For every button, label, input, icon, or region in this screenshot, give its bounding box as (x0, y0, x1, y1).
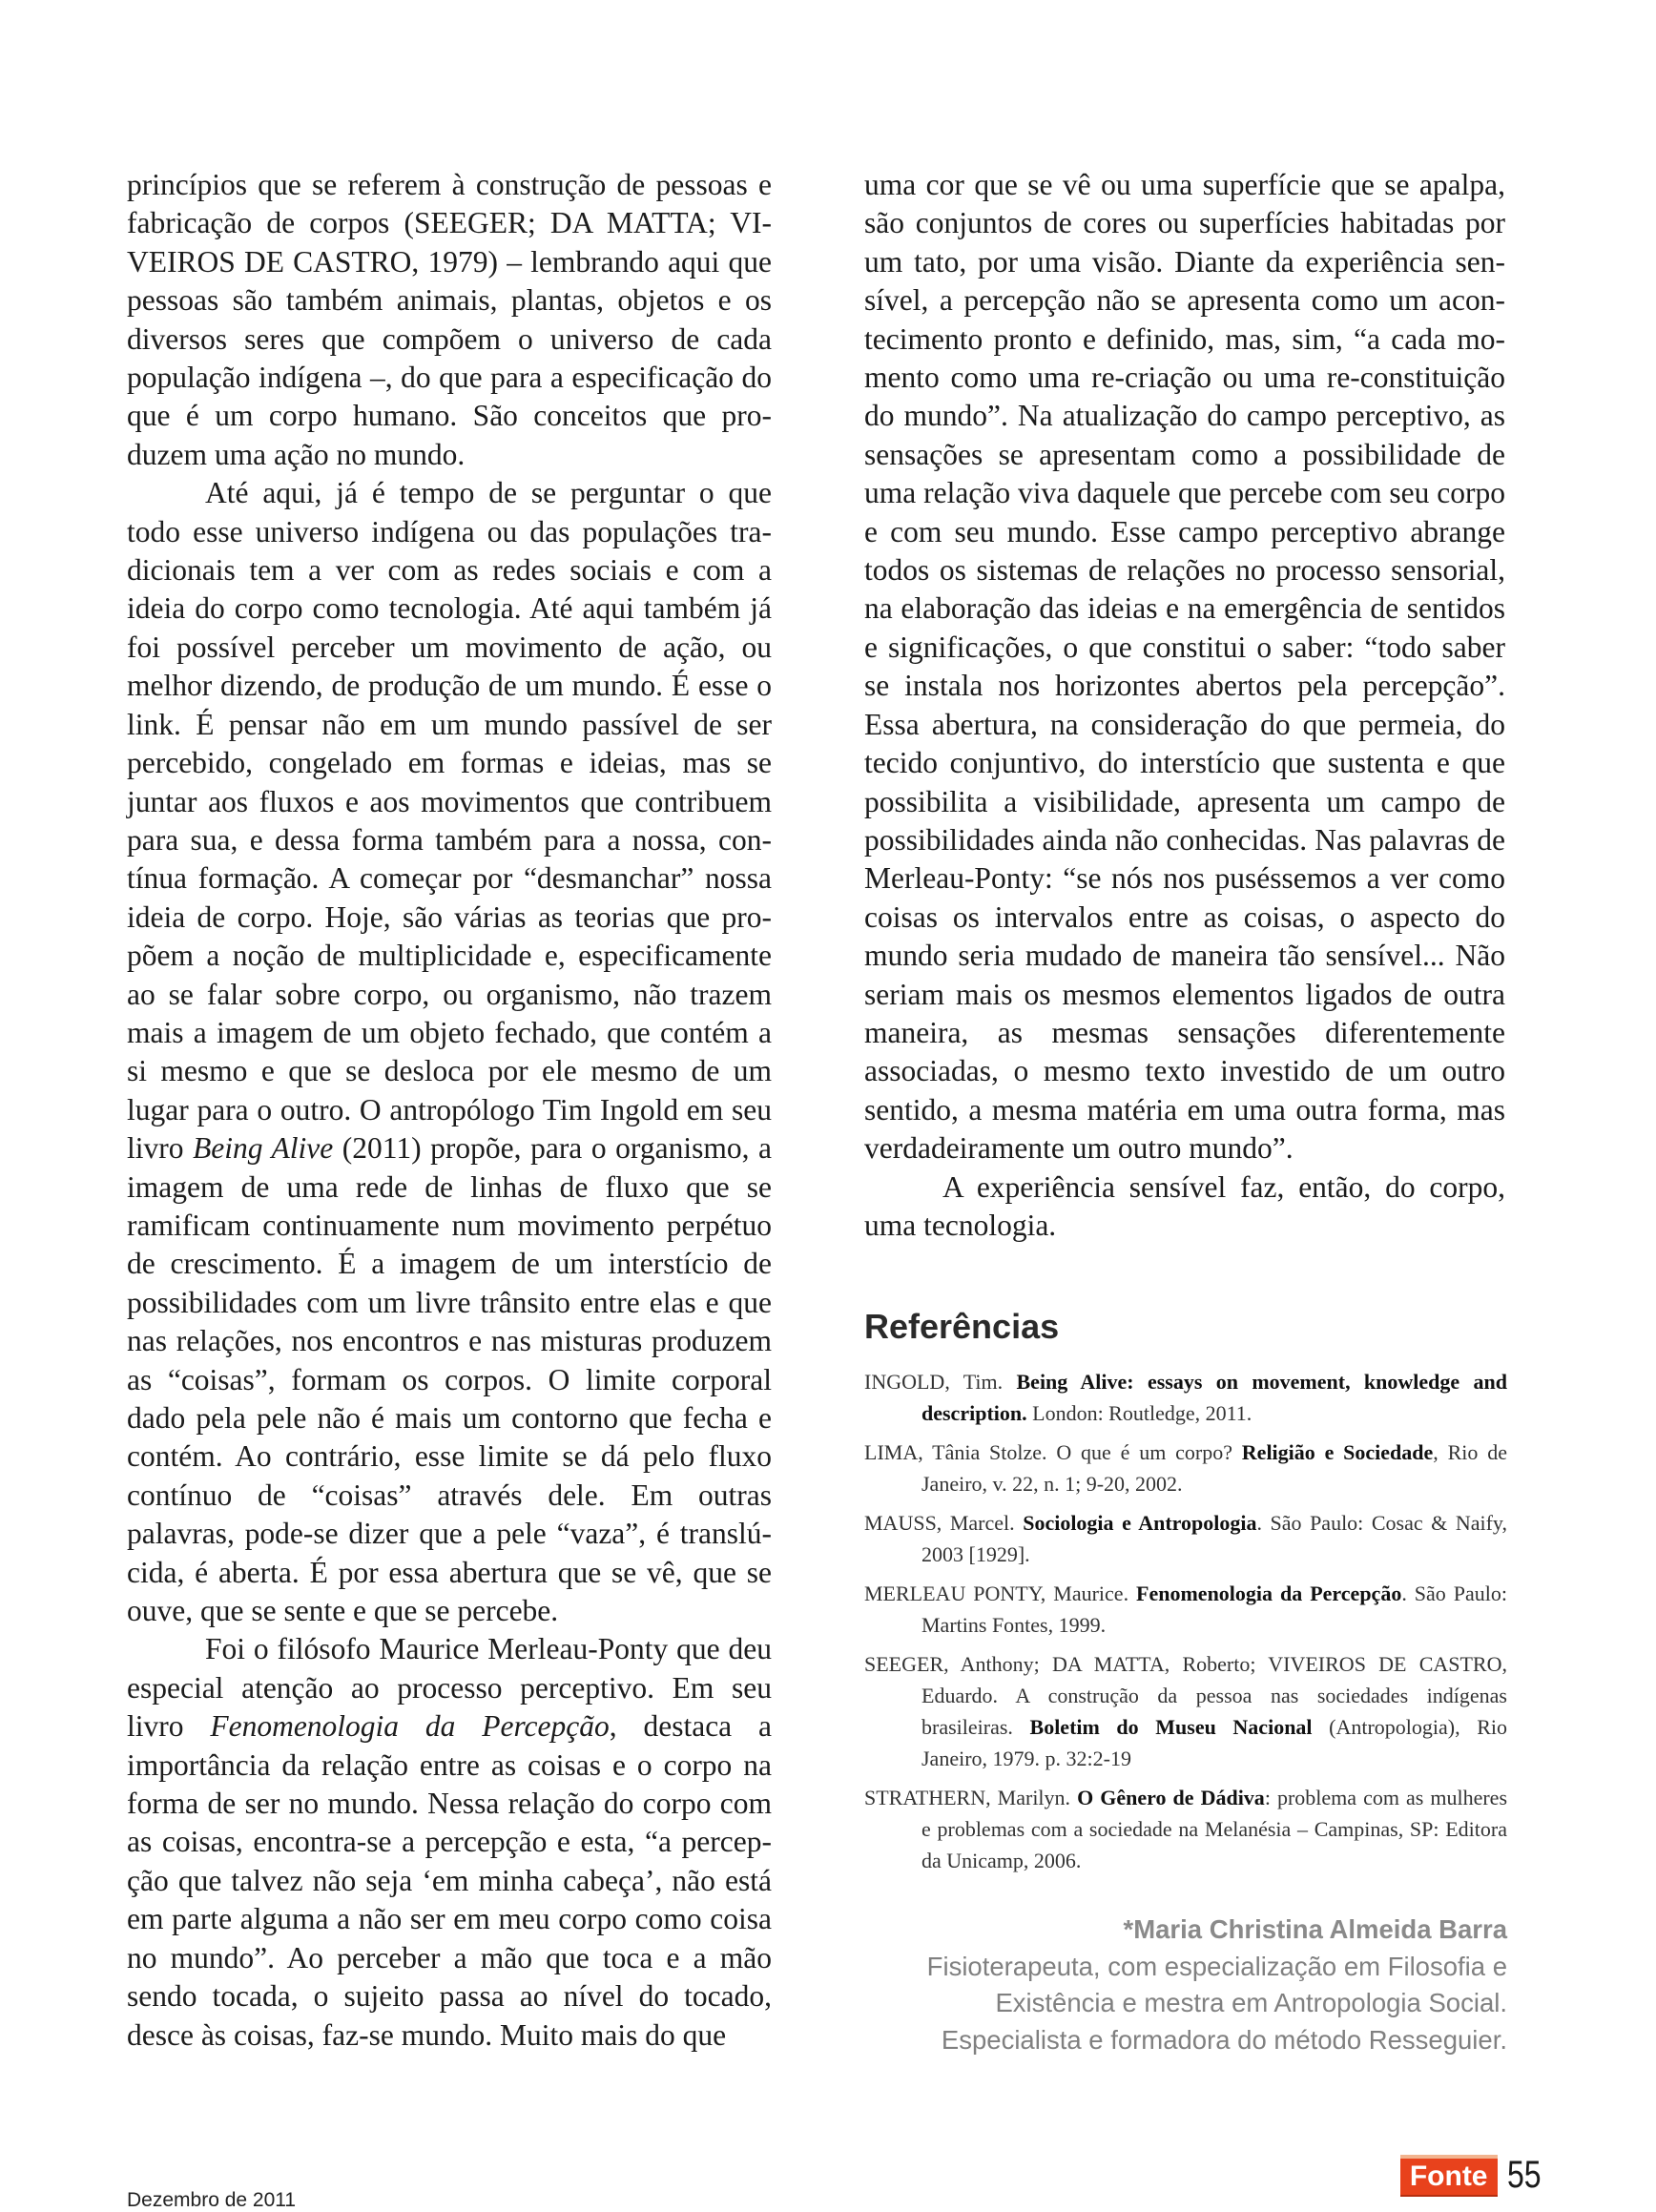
author-bio-line: Especialista e formadora do método Resseguier. (941, 2024, 1507, 2055)
ref-title: Religião e Sociedade (1241, 1440, 1434, 1464)
ref-title: Being Alive: essays on movement, knowledge and description. (921, 1370, 1507, 1425)
ref-title: Sociologia e Antropologia (1023, 1511, 1257, 1535)
reference-item (864, 1578, 1507, 1641)
reference-item (864, 1366, 1507, 1429)
references-title: Referências (864, 1307, 1060, 1346)
ref-text: . São Paulo: Cosac & Naify, 2003 [1929]. (921, 1511, 1507, 1566)
ref-text: , Rio de Janeiro, v. 22, n. 1; 9-20, 2002. (921, 1440, 1507, 1496)
ref-text: . São Paulo: Martins Fontes, 1999. (921, 1581, 1507, 1637)
reference-item (864, 1437, 1507, 1499)
book-title-italic: Being Alive (193, 1131, 334, 1166)
paragraph (127, 1630, 772, 2054)
paragraph: princípios que se referem à construção de pessoas e fabricação de corpos (SEEGER; DA MATTA; VIVEIROS DE CASTRO, 1979) – lembrando aqui que pessoas são também animais, plantas, objetos e os diversos seres que compõem o universo de cada população indígena –, do que para a especificação do que é um corpo humano. São conceitos que produzem uma ação no mundo. (127, 168, 772, 471)
author-bio-line: Existência e mestra em Antropologia Social. (995, 1988, 1507, 2017)
right-column (864, 166, 1505, 1245)
left-column (127, 166, 772, 2055)
reference-item (864, 1648, 1507, 1774)
reference-item (864, 1782, 1507, 1876)
book-title-italic: Fenomenologia da Percepção (210, 1709, 610, 1744)
paragraph: A experiência sensível faz, então, do corpo, uma tecnologia. (864, 1169, 1505, 1242)
footer-branding (1400, 2154, 1549, 2197)
text-run: Até aqui, já é tempo de se perguntar o que todo esse universo indígena ou das populações tradicionais tem a ver com as redes sociais e com a ideia do corpo como tecnologia. Até aqui também já foi possível perceber um movimento de ação, ou melhor dizendo, de produção de um mundo. É esse o link. É pensar não em um mundo passível de ser percebido, congelado em formas e ideias, mas se juntar aos fluxos e aos movimentos que contribuem para sua, e dessa forma também para a nossa, contínua formação. A começar por “desmanchar” nossa ideia de corpo. Hoje, são várias as teorias que propõem a noção de multiplicidade e, especificamente ao se falar sobre corpo, ou organismo, não trazem mais a imagem de um objeto fechado, que contém a si mesmo e que se desloca por ele mesmo de um lugar para o outro. O antropólogo Tim Ingold em seu livro (127, 476, 772, 1166)
paragraph (127, 474, 772, 1630)
ref-text: : problema com as mulheres e problemas com a sociedade na Melanésia – Campinas, SP: Editora da Unicamp, 2006. (921, 1786, 1508, 1872)
footer-date: Dezembro de 2011 (127, 2189, 297, 2211)
ref-text: MERLEAU PONTY, Maurice. (864, 1581, 1137, 1605)
page-number: 55 (1506, 2154, 1542, 2196)
paragraph: uma cor que se vê ou uma superfície que se apalpa, são conjuntos de cores ou superfícies habitadas por um tato, por uma visão. Diante da experiência sensível, a percepção não se apresenta como um acontecimento pronto e definido, mas, sim, “a cada momento como uma re-criação ou uma re-constituição do mundo”. Na atualização do campo perceptivo, as sensações se apresentam como a possibilidade de uma relação viva daquele que percebe com seu corpo e com seu mundo. Esse campo perceptivo abrange todos os sistemas de relações no processo sensorial, na elaboração das ideias e na emergência de sentidos e significações, o que constitui o saber: “todo saber se instala nos horizontes abertos pela percepção”. Essa abertura, na consideração do que permeia, do tecido conjuntivo, do interstício que sustenta e que possibilita a visibilidade, apresenta um campo de possibilidades ainda não conhecidas. Nas palavras de Merleau-Ponty: “se nós nos puséssemos a ver como coisas os intervalos entre as coisas, o aspecto do mundo seria mudado de maneira tão sensível... Não seriam mais os mesmos elementos ligados de outra maneira, as mesmas sensações diferentemente associadas, o mesmo texto investido de um outro sentido, a mesma matéria em uma outra forma, mas verdadeiramente um outro mundo”. (864, 168, 1505, 1166)
ref-title: Boletim do Museu Nacional (1029, 1715, 1313, 1739)
text-run: Foi o filósofo Maurice Merleau-Ponty que deu especial atenção ao processo perceptivo. Em seu livro (127, 1632, 772, 1744)
ref-title: O Gênero de Dádiva (1077, 1786, 1265, 1809)
ref-text: MAUSS, Marcel. (864, 1511, 1024, 1535)
references-section (864, 1307, 1507, 1884)
ref-text: LIMA, Tânia Stolze. O que é um corpo? (864, 1440, 1242, 1464)
ref-text: SEEGER, Anthony; DA MATTA, Roberto; VIVEIROS DE CASTRO, Eduardo. A construção da pessoa nas sociedades indígenas brasileiras. (864, 1652, 1507, 1739)
ref-text: STRATHERN, Marilyn. (864, 1786, 1078, 1809)
ref-text: London: Routledge, 2011. (1026, 1401, 1252, 1425)
author-name: *Maria Christina Almeida Barra (1123, 1914, 1507, 1944)
ref-text: (Antropologia), Rio Janeiro, 1979. p. 32:2-19 (921, 1715, 1507, 1770)
author-bio-line: Fisioterapeuta, com especialização em Filosofia e (926, 1951, 1507, 1981)
ref-text: INGOLD, Tim. (864, 1370, 1017, 1394)
magazine-logo: Fonte (1400, 2155, 1498, 2197)
ref-title: Fenomenologia da Percepção (1136, 1581, 1402, 1605)
text-run: (2011) propõe, para o organismo, a imagem de uma rede de linhas de fluxo que se ramificam continuamente num movimento perpétuo de crescimento. É a imagem de um interstício de possibilidades com um livre trânsito entre elas e que nas relações, nos encontros e nas misturas produzem as “coisas”, formam os corpos. O limite corporal dado pela pele não é mais um contorno que fecha e contém. Ao contrário, esse limite se dá pelo fluxo contínuo de “coisas” através dele. Em outras palavras, pode-se dizer que a pele “vaza”, é translúcida, é aberta. É por essa abertura que se vê, que se ouve, que se sente e que se percebe. (127, 1131, 772, 1628)
reference-item (864, 1507, 1507, 1570)
author-bio (839, 1912, 1507, 2058)
text-run: , destaca a importância da relação entre as coisas e o corpo na forma de ser no mundo. Nessa relação do corpo com as coisas, encontra-se a percepção e esta, “a percepção que talvez não seja ‘em minha cabeça’, não está em parte alguma a não ser em meu corpo como coisa no mundo”. Ao perceber a mão que toca e a mão sendo tocada, o sujeito passa ao nível do tocado, desce às coisas, faz-se mundo. Muito mais do que (127, 1709, 772, 2052)
